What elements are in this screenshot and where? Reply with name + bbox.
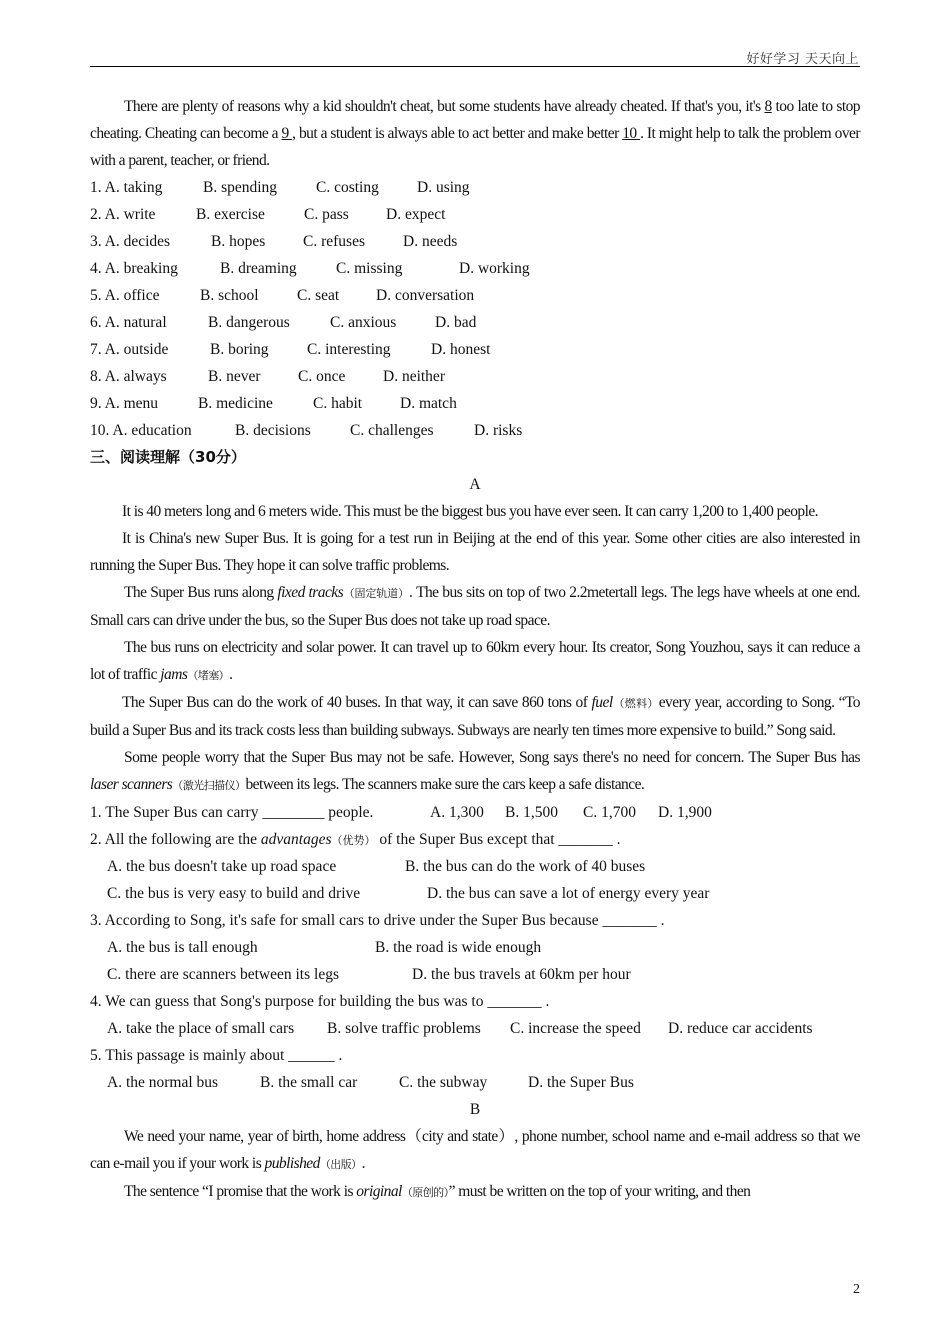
header-rule [90, 66, 860, 67]
cloze-question: 7. A. outside B. boring C. interesting D. honest [90, 341, 491, 358]
question-3-options: C. there are scanners between its legs D. the bus travels at 60km per hour [107, 966, 631, 983]
cloze-question: 4. A. breaking B. dreaming C. missing D. working [90, 260, 530, 277]
question-1: 1. The Super Bus can carry ________ people. A. 1,300 B. 1,500 C. 1,700 D. 1,900 [90, 804, 712, 821]
passage-a-label: A [469, 476, 481, 493]
passage-a-paragraph: The Super Bus runs along fixed tracks（固定轨道）. The bus sits on top of two 2.2metertall legs. The legs have wheels at one end. Small cars can drive under the bus, so the Super Bus does not take up road space. [90, 584, 861, 629]
question-2-options: A. the bus doesn't take up road space B. the bus can do the work of 40 buses [107, 858, 646, 875]
passage-b-paragraph: We need your name, year of birth, home address（city and state）, phone number, school name and e-mail address so that we can e-mail you if your work is published（出版）. [90, 1128, 860, 1172]
passage-a-paragraph: The Super Bus can do the work of 40 buses. In that way, it can save 860 tons of fuel（燃料）every year, according to Song. “To build a Super Bus and its track costs less than building subways. Subways are nearly ten times more expensive to build.” Song said. [90, 694, 860, 739]
passage-a-paragraph: It is China's new Super Bus. It is going for a test run in Beijing at the end of this year. Some other cities are also interested in running the Super Bus. They hope it can solve traffic problems. [90, 530, 860, 574]
passage-a-paragraph: It is 40 meters long and 6 meters wide. This must be the biggest bus you have ever seen. It can carry 1,200 to 1,400 people. [122, 503, 819, 520]
blank-10: 10 [622, 125, 641, 142]
blank-9: 9 [281, 125, 293, 142]
passage-a-paragraph: Some people worry that the Super Bus may not be safe. However, Song says there's no need for concern. The Super Bus has laser scanners（激光扫描仪）between its legs. The scanners make sure the cars keep a safe distance. [90, 749, 860, 793]
passage-b-paragraph: The sentence “I promise that the work is original（原创的）” must be written on the top of your writing, and then [124, 1183, 751, 1200]
cloze-question: 8. A. always B. never C. once D. neither [90, 368, 445, 385]
question-3-options: A. the bus is tall enough B. the road is wide enough [107, 939, 542, 956]
question-5: 5. This passage is mainly about ______ . [90, 1047, 343, 1064]
section-title: 三、阅读理解（30分） [90, 448, 246, 466]
content [90, 93, 860, 1206]
page-number: 2 [853, 1282, 860, 1297]
cloze-question: 2. A. write B. exercise C. pass D. expect [90, 206, 446, 223]
question-5-options: A. the normal bus B. the small car C. the subway D. the Super Bus [107, 1074, 634, 1091]
question-4-options: A. take the place of small cars B. solve traffic problems C. increase the speed D. reduce car accidents [107, 1020, 813, 1037]
cloze-question: 5. A. office B. school C. seat D. conversation [90, 287, 475, 304]
cloze-question: 10. A. education B. decisions C. challenges D. risks [90, 422, 523, 439]
cloze-question: 1. A. taking B. spending C. costing D. using [90, 179, 470, 196]
passage-b-label: B [469, 1101, 481, 1118]
cloze-question: 3. A. decides B. hopes C. refuses D. needs [90, 233, 458, 250]
passage-a-paragraph: The bus runs on electricity and solar power. It can travel up to 60km every hour. Its creator, Song Youzhou, says it can reduce a lot of traffic jams（堵塞）. [90, 639, 860, 683]
cloze-question: 9. A. menu B. medicine C. habit D. match [90, 395, 457, 412]
cloze-question: 6. A. natural B. dangerous C. anxious D. bad [90, 314, 477, 331]
cloze-passage: There are plenty of reasons why a kid shouldn't cheat, but some students have already cheated. If that's you, it's 8 too late to stop cheating. Cheating can become a 9 , but a student is always able to act better and make better 10 . It might help to talk the problem over with a parent, teacher, or friend. [90, 98, 861, 169]
header-motto: 好好学习 天天向上 [746, 52, 859, 67]
question-4: 4. We can guess that Song's purpose for building the bus was to _______ . [90, 993, 550, 1010]
question-2-options: C. the bus is very easy to build and drive D. the bus can save a lot of energy every year [107, 885, 710, 902]
blank-8: 8 [764, 98, 772, 115]
question-2: 2. All the following are the advantages（优势） of the Super Bus except that _______ . [90, 831, 621, 848]
question-3: 3. According to Song, it's safe for small cars to drive under the Super Bus because _______ . [90, 912, 665, 929]
